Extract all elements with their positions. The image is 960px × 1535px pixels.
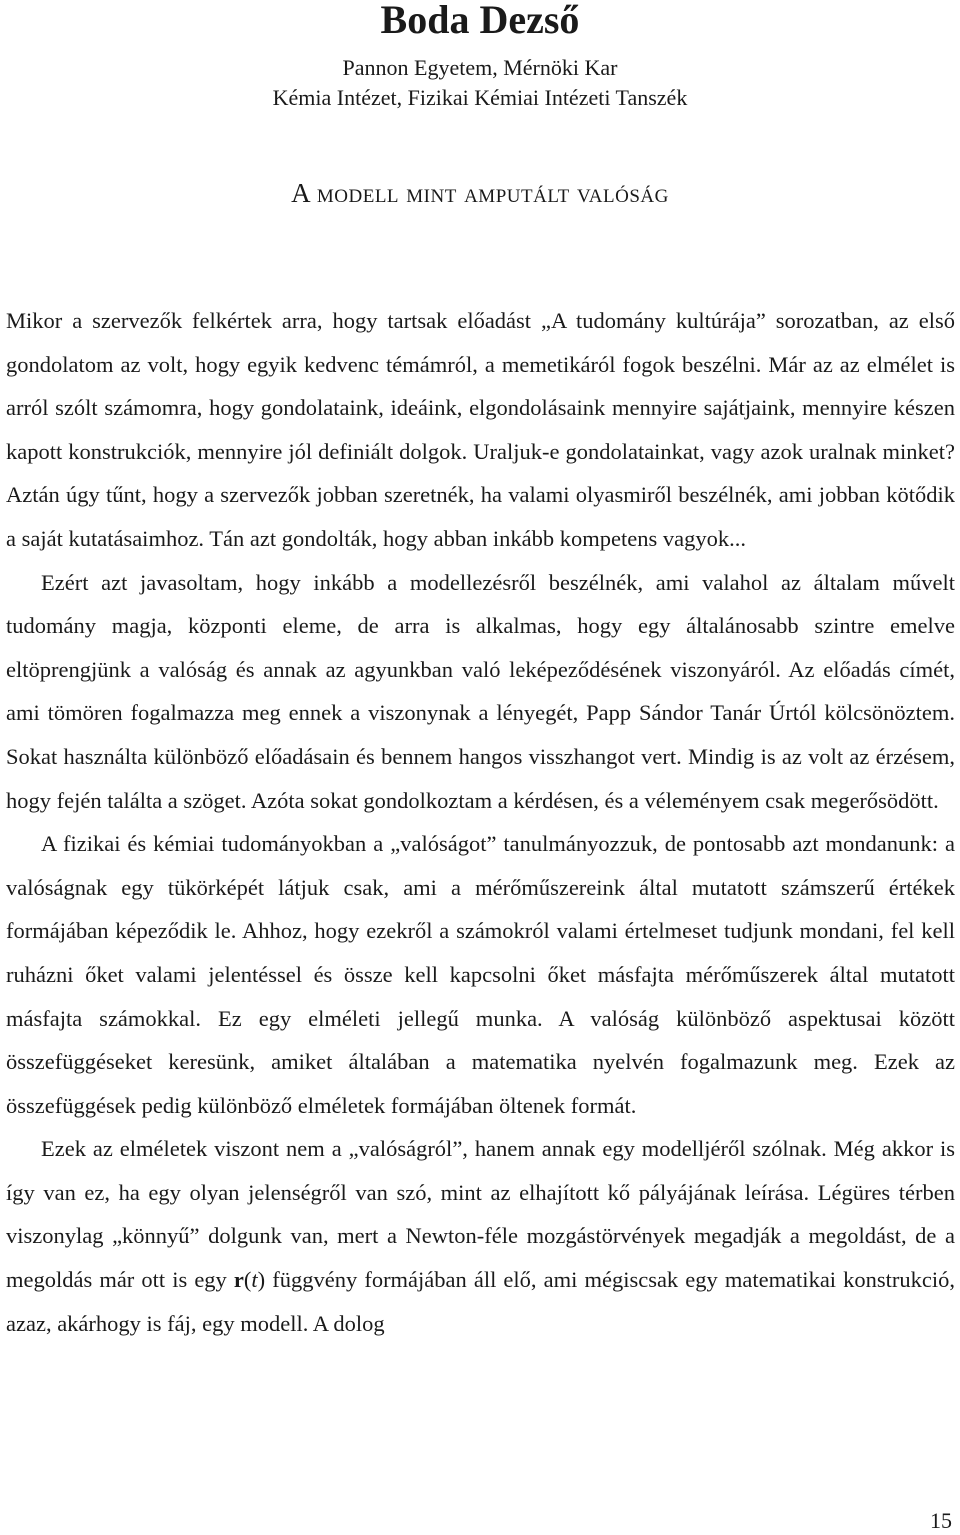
affiliation-university: Pannon Egyetem, Mérnöki Kar (342, 55, 618, 80)
math-variable-t: t (251, 1267, 258, 1293)
article-title: A modell mint amputált valóság (291, 178, 669, 208)
affiliation-department: Kémia Intézet, Fizikai Kémiai Intézeti Tanszék (272, 85, 688, 110)
paragraph-4-text-end: függvény formájában áll elő, ami mégiscsak egy matematikai konstrukció, azaz, akárhogy is fáj, egy modell. A dolog (6, 1267, 956, 1336)
math-vector-r: r (233, 1267, 244, 1293)
author-name: Boda Dezső (380, 0, 580, 42)
math-open-paren: ( (243, 1267, 252, 1293)
page-number: 15 (930, 1508, 952, 1533)
paragraph-1: Mikor a szervezők felkértek arra, hogy tartsak előadást „A tudomány kultúrája” sorozatban, az első gondolatom az volt, hogy egyik kedvenc témámról, a memetikáról fogok beszélni. Már az az elmélet is arról szólt számomra, hogy gondolataink, ideáink, elgondolásaink mennyire sajátjaink, mennyire készen kapott konstrukciók, mennyire jól definiált dolgok. Uraljuk-e gondolatainkat, vagy azok uralnak minket? Aztán úgy tűnt, hogy a szervezők jobban szeretnék, ha valami olyasmiről beszélnék, ami jobban kötődik a saját kutatásaimhoz. Tán azt gondolták, hogy abban inkább kompetens vagyok... (6, 308, 955, 551)
article-body (6, 299, 955, 1345)
paragraph-4-text-start: Ezek az elméletek viszont nem a „valóságról”, hanem annak egy modelljéről szólnak. Még akkor is így van ez, ha egy olyan jelenségről van szó, mint az elhajított kő pályájának leírása. Légüres térben viszonylag „könnyű” dolgunk van, mert a Newton-féle mozgástörvények megadják a megoldást, de a megoldás már ott is egy (6, 1136, 955, 1293)
paragraph-2: Ezért azt javasoltam, hogy inkább a modellezésről beszélnék, ami valahol az általam művelt tudomány magja, központi eleme, de arra is alkalmas, hogy egy általánosabb szintre emelve eltöprengjünk a valóság és annak az agyunkban való leképeződésének viszonyáról. Az előadás címét, ami tömören fogalmazza meg ennek a viszonynak a lényegét, Papp Sándor Tanár Úrtól kölcsönöztem. Sokat használta különböző előadásain és bennem hangos visszhangot vert. Mindig is az volt az érzésem, hogy fején találta a szöget. Azóta sokat gondolkoztam a kérdésen, és a véleményem csak megerősödött. (6, 569, 955, 813)
paragraph-4 (6, 1127, 955, 1345)
math-close-paren: ) (257, 1267, 266, 1293)
paragraph-3: A fizikai és kémiai tudományokban a „valóságot” tanulmányozzuk, de pontosabb azt mondanunk: a valóságnak egy tükörképét látjuk csak, ami a mérőműszereink által mutatott számszerű értékek formájában képeződik le. Ahhoz, hogy ezekről a számokról valami értelmeset tudjunk mondani, fel kell ruházni őket valami jelentéssel és össze kell kapcsolni őket másfajta mérőműszerek által mutatott másfajta számokkal. Ez egy elméleti jellegű munka. A valóság különböző aspektusai között összefüggéseket keresünk, amiket általában a matematika nyelvén fogalmazunk meg. Ezek az összefüggések pedig különböző elméletek formájában öltenek formát. (6, 831, 955, 1118)
